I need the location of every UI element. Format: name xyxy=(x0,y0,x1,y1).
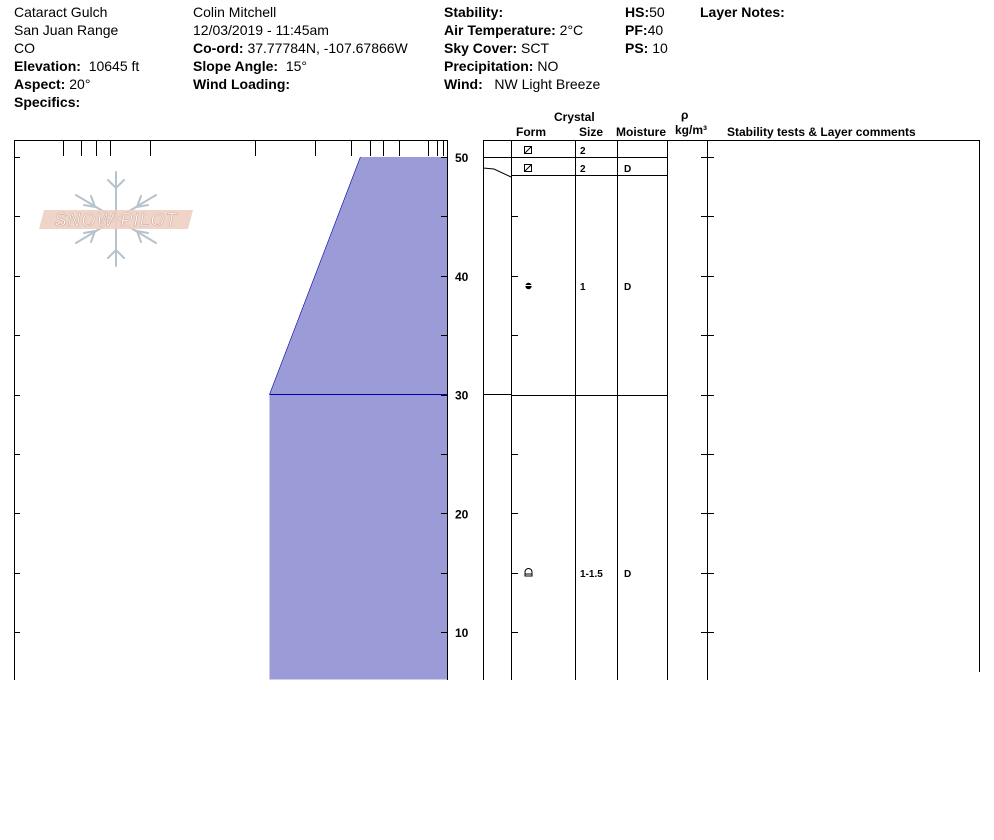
layer-row-1 xyxy=(525,146,587,157)
sky-value: SCT xyxy=(521,40,550,56)
coord-value: 37.77784N, -107.67866W xyxy=(247,40,408,56)
layer-size: 2 xyxy=(580,164,586,175)
form-header: Form xyxy=(516,125,546,139)
wind-label: Wind: xyxy=(444,76,483,92)
layer-row-3 xyxy=(525,282,631,293)
hardness-layer-1 xyxy=(269,157,447,395)
depth-label-50: 50 xyxy=(455,151,469,165)
depth-label-40: 40 xyxy=(455,269,469,284)
pf-label: PF: xyxy=(625,22,648,38)
ps-value: 10 xyxy=(652,40,668,56)
hs-label: HS: xyxy=(625,4,650,20)
faceted-rounded-icon-slash xyxy=(525,147,532,154)
ps-label: PS: xyxy=(625,40,649,56)
hs-value: 50 xyxy=(649,4,665,20)
aspect-label: Aspect: xyxy=(14,76,66,92)
specifics-label: Specifics: xyxy=(14,94,81,110)
size-header: Size xyxy=(579,125,604,139)
wind-value: NW Light Breeze xyxy=(494,76,601,92)
aspect-value: 20° xyxy=(69,76,91,92)
elevation-label: Elevation: xyxy=(14,58,81,74)
layer-size: 1 xyxy=(580,282,586,293)
air-temp-value: 2°C xyxy=(559,22,584,38)
precip-value: NO xyxy=(537,58,559,74)
layer-cells xyxy=(525,146,632,580)
connector-line-2 xyxy=(483,168,511,177)
hardness-profile xyxy=(269,157,447,680)
depth-label-20: 20 xyxy=(455,507,469,522)
site-range: San Juan Range xyxy=(14,22,119,38)
layer-moisture: D xyxy=(624,282,632,293)
stability-comments-header: Stability tests & Layer comments xyxy=(727,125,916,139)
layer-size: 1-1.5 xyxy=(580,569,603,580)
svg-text:SNOW PILOT: SNOW PILOT xyxy=(54,210,178,230)
observation-datetime: 12/03/2019 - 11:45am xyxy=(193,22,329,38)
stability-label: Stability: xyxy=(444,4,504,20)
air-temp-label: Air Temperature: xyxy=(444,22,556,38)
slope-value: 15° xyxy=(285,58,307,74)
depth-label-10: 10 xyxy=(455,626,469,640)
layer-notes-label: Layer Notes: xyxy=(700,4,785,20)
faceted-rounded-icon-slash xyxy=(525,165,532,172)
precip-label: Precipitation: xyxy=(444,58,534,74)
rho-header: ρ xyxy=(681,108,689,122)
crystal-header: Crystal xyxy=(554,110,595,124)
layer-moisture: D xyxy=(624,569,632,580)
observer-name: Colin Mitchell xyxy=(193,4,277,20)
layer-row-4 xyxy=(525,569,631,581)
layer-row-2 xyxy=(525,164,632,175)
coord-label: Co-ord: xyxy=(193,40,244,56)
site-state: CO xyxy=(14,40,35,56)
sky-label: Sky Cover: xyxy=(444,40,518,56)
layer-size: 2 xyxy=(580,146,586,157)
moisture-header: Moisture xyxy=(616,125,667,139)
elevation-value: 10645 ft xyxy=(88,58,140,74)
site-name: Cataract Gulch xyxy=(14,4,108,20)
slope-label: Slope Angle: xyxy=(193,58,279,74)
hardness-layer-2 xyxy=(269,395,447,680)
snowpilot-logo xyxy=(39,172,193,266)
pf-value: 40 xyxy=(647,22,664,38)
wind-loading-label: Wind Loading: xyxy=(193,76,291,92)
density-unit-header: kg/m³ xyxy=(675,123,708,137)
layer-moisture: D xyxy=(624,164,632,175)
faceted-crystals-icon xyxy=(525,569,532,577)
depth-labels xyxy=(455,151,469,640)
depth-label-30: 30 xyxy=(455,388,469,403)
